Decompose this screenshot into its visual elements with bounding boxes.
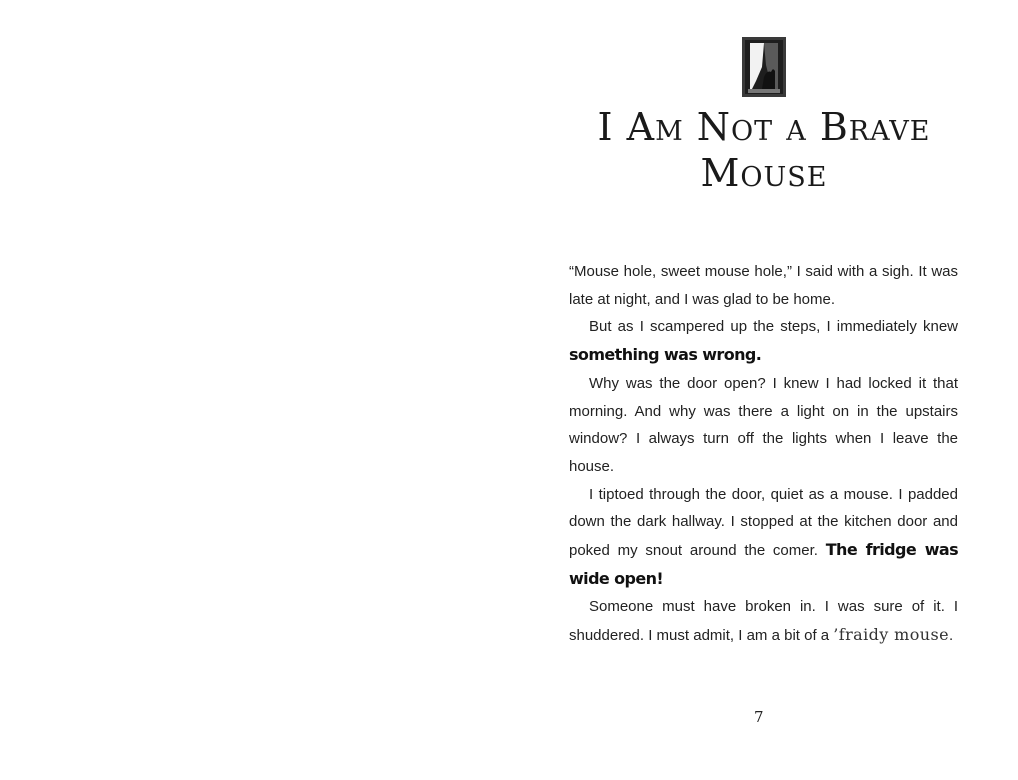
chapter-body xyxy=(569,258,958,650)
paragraph-4: I tiptoed through the door, quiet as a mouse. I padded down the dark hallway. I stopped at the kitchen door and poked my snout around the comer. The fridge was wide open! xyxy=(569,485,959,588)
page-number: 7 xyxy=(754,708,764,726)
right-page xyxy=(509,0,1018,780)
paragraph-3: Why was the door open? I knew I had locked it that morning. And why was there a light on in the upstairs window? I always turn off the lights when I leave the house. xyxy=(569,374,958,475)
chapter-title xyxy=(579,104,949,196)
paragraph-5: Someone must have broken in. I was sure of it. I shuddered. I must admit, I am a bit of a ’fraidy mouse. xyxy=(569,598,958,645)
emphasis-fridge-open: The fridge was wide open! xyxy=(569,540,959,588)
chapter-title-line-2: Mouse xyxy=(700,151,828,195)
paragraph-1: “Mouse hole, sweet mouse hole,” I said with a sigh. It was late at night, and I was glad to be home. xyxy=(569,263,958,308)
emphasis-fraidy-mouse: ’fraidy mouse xyxy=(833,625,949,645)
emphasis-something-wrong: something was wrong. xyxy=(569,345,762,365)
chapter-title-line-1: I Am Not a Brave xyxy=(597,105,931,149)
window-silhouette-icon xyxy=(742,37,786,97)
paragraph-2: But as I scampered up the steps, I immediately knew something was wrong. xyxy=(569,318,958,365)
